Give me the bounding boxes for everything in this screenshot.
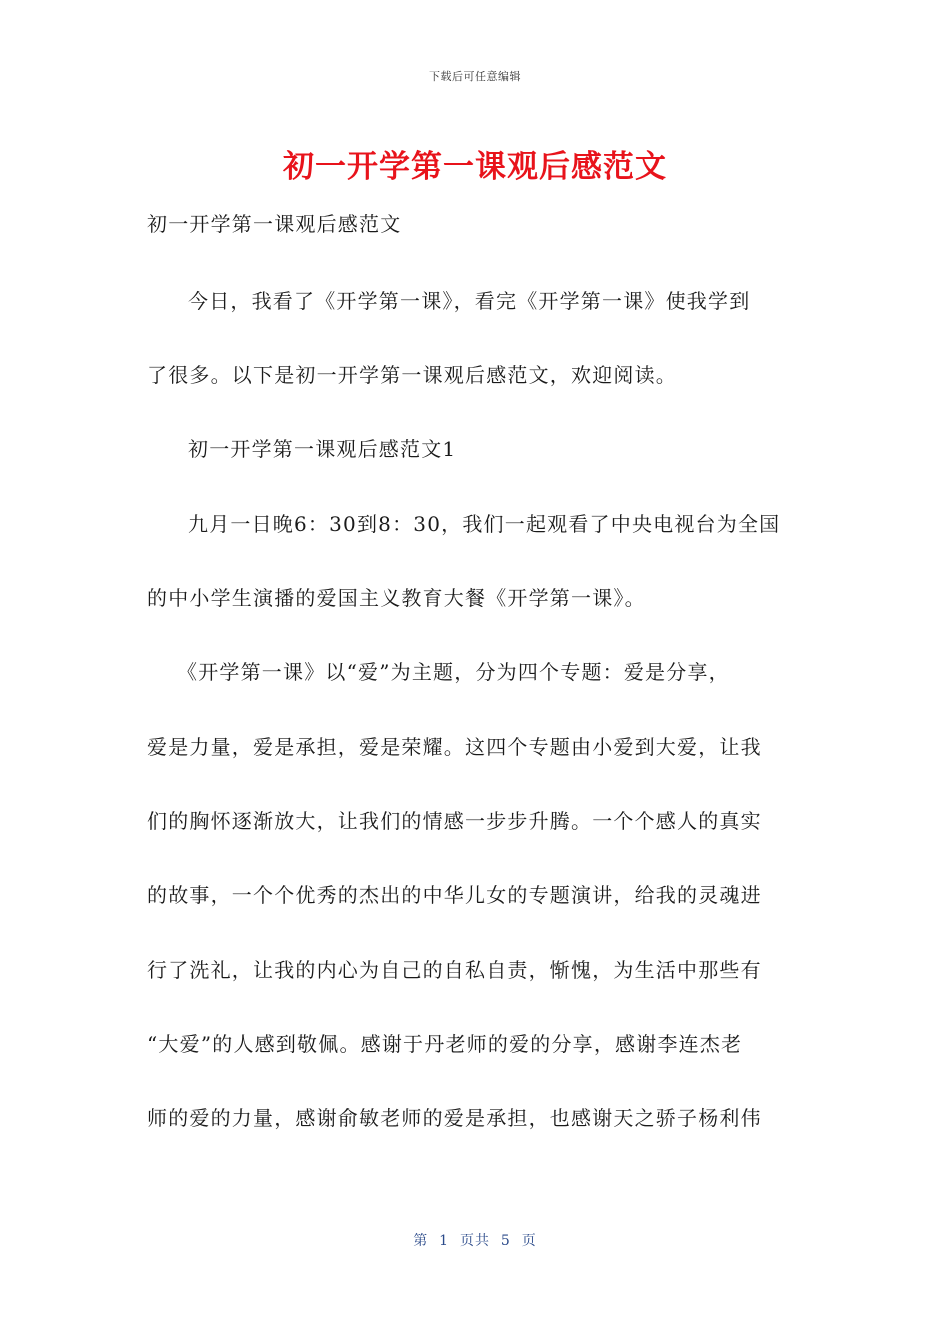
paragraph-line: 爱是力量，爱是承担，爱是荣耀。这四个专题由小爱到大爱，让我 (147, 735, 762, 759)
document-title: 初一开学第一课观后感范文 (283, 149, 667, 185)
paragraph-line: “大爱”的人感到敬佩。感谢于丹老师的爱的分享，感谢李连杰老 (147, 1032, 743, 1056)
paragraph-line: 九月一日晚6：30到8：30，我们一起观看了中央电视台为全国 (188, 512, 781, 536)
paragraph-line: 行了洗礼，让我的内心为自己的自私自责，惭愧，为生活中那些有 (147, 958, 762, 982)
paragraph-line: 的故事，一个个优秀的杰出的中华儿女的专题演讲，给我的灵魂进 (147, 883, 762, 907)
paragraph-line: 的中小学生演播的爱国主义教育大餐《开学第一课》。 (147, 586, 646, 610)
page-footer: 第 1 页共 5 页 (413, 1233, 537, 1249)
subtitle-line: 初一开学第一课观后感范文 (147, 212, 402, 236)
paragraph-line: 《开学第一课》以“爱”为主题，分为四个专题：爱是分享， (177, 660, 730, 684)
paragraph-line: 了很多。以下是初一开学第一课观后感范文，欢迎阅读。 (147, 363, 677, 387)
section-heading: 初一开学第一课观后感范文1 (188, 437, 457, 461)
paragraph-line: 今日，我看了《开学第一课》，看完《开学第一课》使我学到 (188, 289, 751, 313)
paragraph-line: 们的胸怀逐渐放大，让我们的情感一步步升腾。一个个感人的真实 (147, 809, 762, 833)
header-note: 下载后可任意编辑 (429, 70, 521, 83)
paragraph-line: 师的爱的力量，感谢俞敏老师的爱是承担，也感谢天之骄子杨利伟 (147, 1106, 762, 1130)
